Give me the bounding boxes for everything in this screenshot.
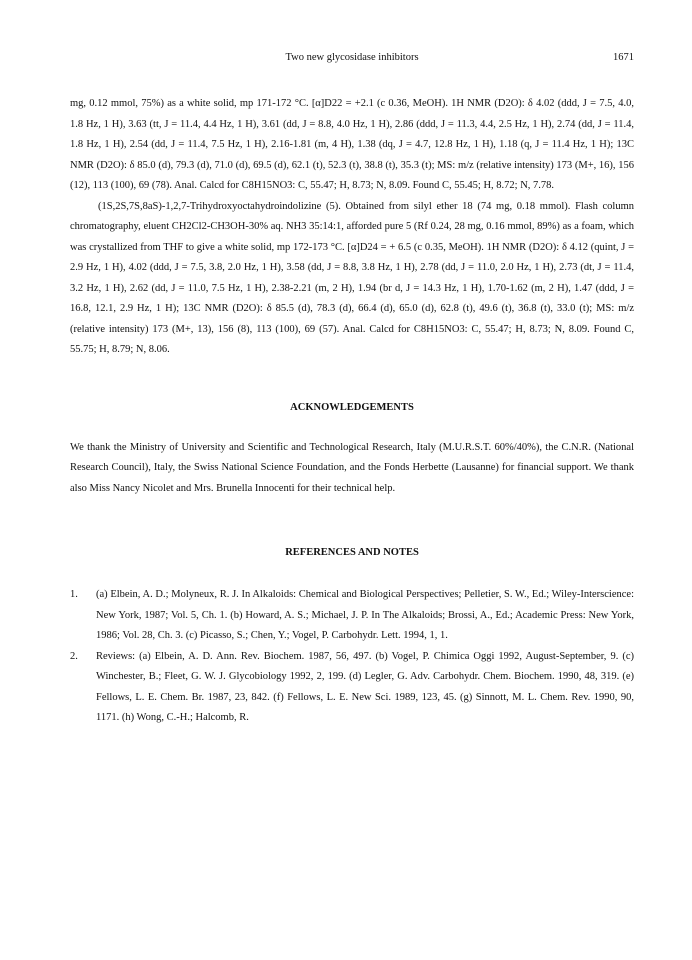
reference-list: [70, 585, 634, 729]
page-number: 1671: [613, 52, 634, 63]
acknowledgements-text: We thank the Ministry of University and Scientific and Technological Research, Italy (M.U.R.S.T. 60%/40%), the C.N.R. (National Research Council), Italy, the Swiss National Science Foundation, and the Fonds Herbette (Lausanne) for financial support. We thank also Miss Nancy Nicolet and Mrs. Brunella Innocenti for their technical help.: [70, 441, 634, 494]
experimental-paragraph-2: (1S,2S,7S,8aS)-1,2,7-Trihydroxyoctahydroindolizine (5). Obtained from silyl ether 18 (74 mg, 0.18 mmol). Flash column chromatography, eluent CH2Cl2-CH3OH-30% aq. NH3 35:14:1, afforded pure 5 (Rf 0.24, 28 mg, 0.16 mmol, 89%) as a foam, which was crystallized from THF to give a white solid, mp 172-173 °C. [α]D24 = + 6.5 (c 0.35, MeOH). 1H NMR (D2O): δ 4.12 (quint, J = 2.9 Hz, 1 H), 4.02 (ddd, J = 7.5, 3.8, 2.0 Hz, 1 H), 3.58 (dd, J = 8.8, 3.8 Hz, 1 H), 2.78 (dd, J = 11.0, 2.0 Hz, 1 H), 2.73 (dt, J = 11.4, 3.2 Hz, 1 H), 2.62 (dd, J = 11.0, 7.5 Hz, 1 H), 2.38-2.21 (m, 2 H), 1.94 (br d, J = 14.3 Hz, 1 H), 1.70-1.62 (m, 2 H), 1.47 (ddd, J = 16.8, 12.1, 2.9 Hz, 1 H); 13C NMR (D2O): δ 85.5 (d), 78.3 (d), 66.4 (d), 65.0 (d), 62.8 (t), 49.6 (t), 36.8 (t), 33.0 (t); MS: m/z (relative intensity) 173 (M+, 13), 156 (8), 113 (100), 69 (57). Anal. Calcd for C8H15NO3: C, 55.47; H, 8.73; N, 8.09. Found C, 55.75; H, 8.79; N, 8.06.: [70, 200, 634, 355]
text-block: [70, 94, 634, 729]
reference-item: [70, 585, 634, 647]
running-head: [70, 52, 634, 66]
reference-text: (a) Elbein, A. D.; Molyneux, R. J. In Alkaloids: Chemical and Biological Perspectives; Pelletier, S. W., Ed.; Wiley-Interscience: New York, 1987; Vol. 5, Ch. 1. (b) Howard, A. S.; Michael, J. P. In The Alkaloids; Brossi, A., Ed.; Academic Press: New York, 1986; Vol. 28, Ch. 3. (c) Picasso, S.; Chen, Y.; Vogel, P. Carbohydr. Lett. 1994, 1, 1.: [96, 589, 634, 641]
reference-number: 1.: [70, 589, 78, 600]
running-title: Two new glycosidase inhibitors: [285, 52, 419, 63]
reference-item: [70, 647, 634, 729]
reference-number: 2.: [70, 650, 78, 662]
experimental-paragraph-1: mg, 0.12 mmol, 75%) as a white solid, mp 171-172 °C. [α]D22 = +2.1 (c 0.36, MeOH). 1H NMR (D2O): δ 4.02 (ddd, J = 7.5, 4.0, 1.8 Hz, 1 H), 3.63 (tt, J = 11.4, 4.4 Hz, 1 H), 3.61 (dd, J = 8.8, 4.0 Hz, 1 H), 2.86 (ddd, J = 11.3, 4.4, 2.5 Hz, 1 H), 2.74 (dd, J = 11.4, 1.8 Hz, 1 H), 2.54 (dd, J = 11.4, 7.5 Hz, 1 H), 2.16-1.81 (m, 4 H), 1.38 (dq, J = 4.7, 12.8 Hz, 1 H), 1.18 (q, J = 11.4 Hz, 1 H); 13C NMR (D2O): δ 85.0 (d), 79.3 (d), 71.0 (d), 69.5 (d), 62.1 (t), 52.3 (t), 38.8 (t), 35.3 (t); MS: m/z (relative intensity) 173 (M+, 16), 156 (12), 113 (100), 69 (78). Anal. Calcd for C8H15NO3: C, 55.47; H, 8.73; N, 8.09. Found C, 55.45; H, 8.72; N, 7.78.: [70, 98, 634, 191]
references-heading: REFERENCES AND NOTES: [285, 547, 419, 558]
acknowledgements-heading: ACKNOWLEDGEMENTS: [290, 401, 414, 413]
reference-text: Reviews: (a) Elbein, A. D. Ann. Rev. Biochem. 1987, 56, 497. (b) Vogel, P. Chimica Oggi 1992, August-September, 9. (c) Winchester, B.; Fleet, G. W. J. Glycobiology 1992, 2, 199. (d) Legler, G. Adv. Carbohydr. Chem. Biochem. 1990, 48, 319. (e) Fellows, L. E. Chem. Br. 1987, 23, 842. (f) Fellows, L. E. New Sci. 1989, 123, 45. (g) Sinnott, M. L. Chem. Rev. 1990, 90, 1171. (h) Wong, C.-H.; Halcomb, R.: [96, 650, 634, 723]
